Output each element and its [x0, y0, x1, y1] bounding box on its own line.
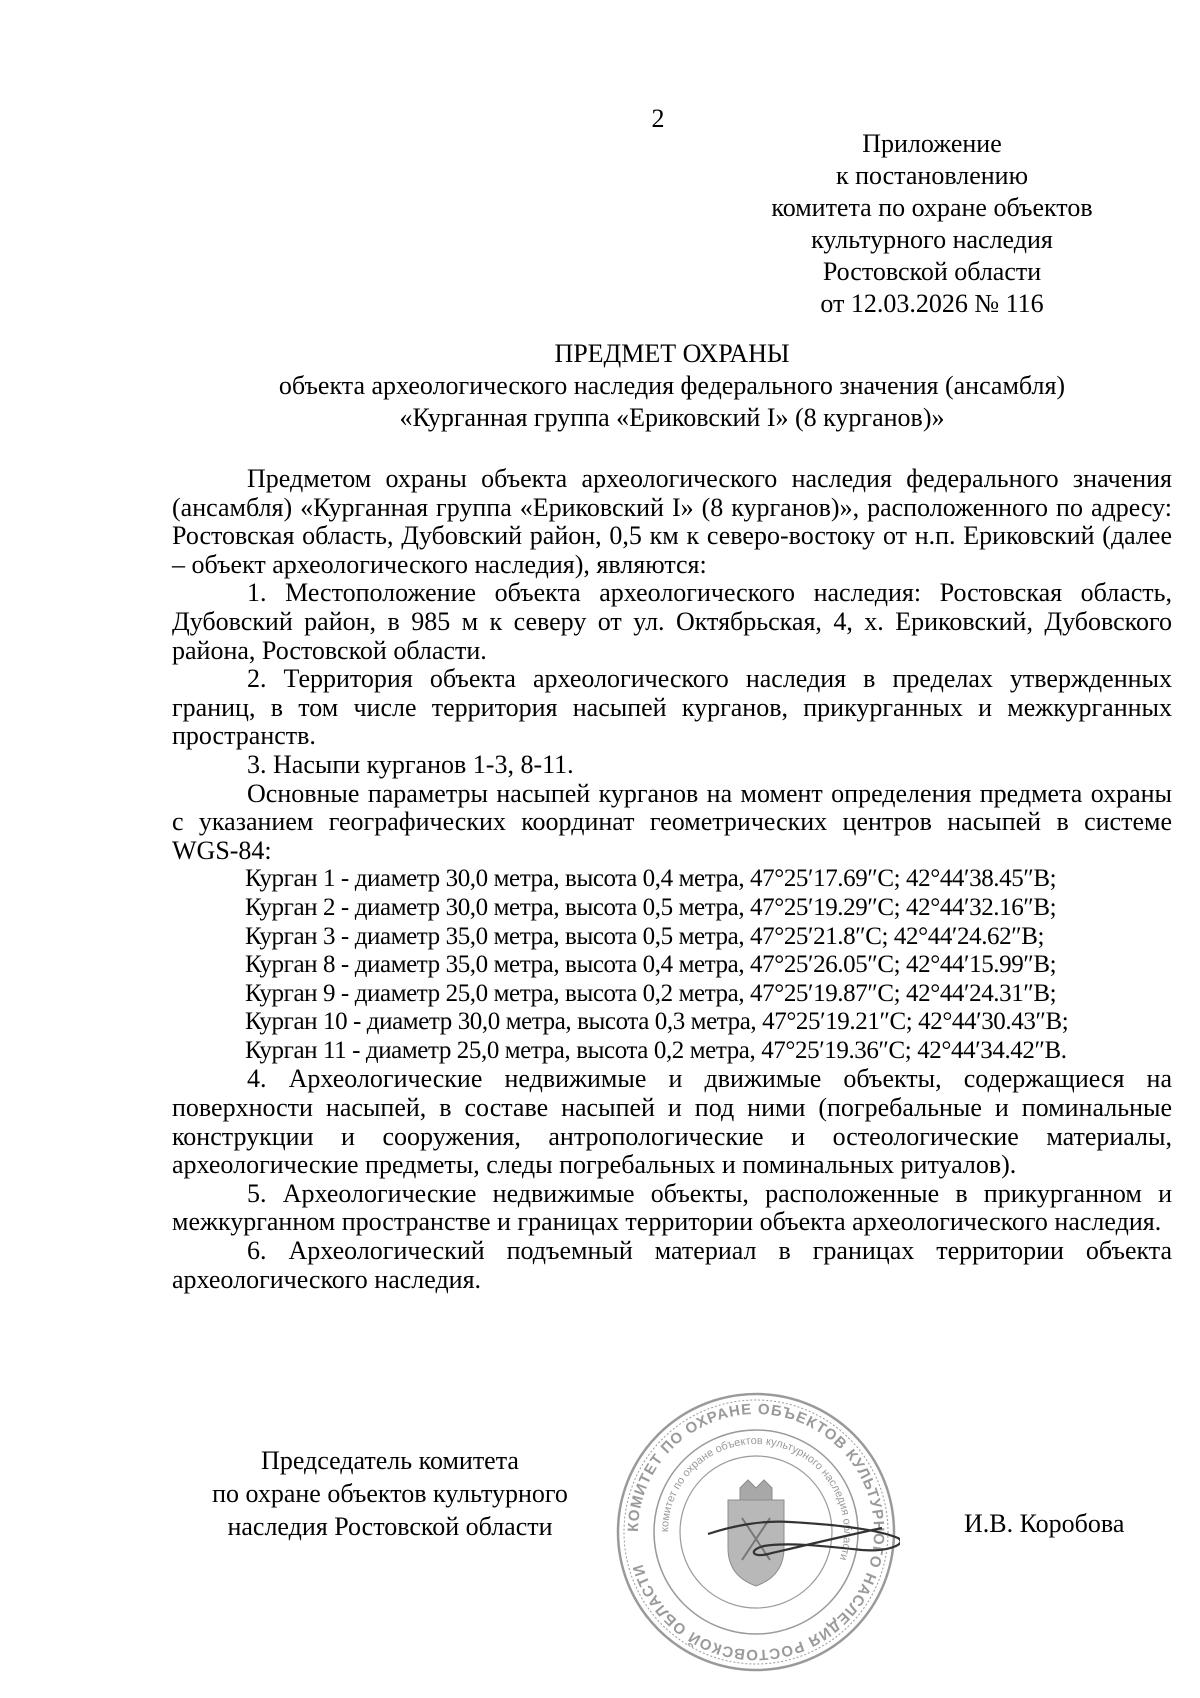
- kurgan-line: Курган 2 - диаметр 30,0 метра, высота 0,5 метра, 47°25′19.29″С; 42°44′32.16″В;: [245, 893, 1057, 921]
- signature-line: Председатель комитета: [261, 1446, 519, 1475]
- coat-of-arms-icon: [728, 1480, 784, 1586]
- document-title: [172, 338, 1172, 434]
- intro-paragraph: Предметом охраны объекта археологического наследия федерального значения (ансамбля) «Курганная группа «Ериковский I» (8 курганов)», расположенного по адресу: Ростовская область, Дубовский район, 0,5 км к северо-востоку от н.п. Ериковский (далее – объект археологического наследия), являются:: [172, 464, 1172, 579]
- title-heading: ПРЕДМЕТ ОХРАНЫ: [554, 339, 790, 368]
- item-immovable-objects: 5. Археологические недвижимые объекты, расположенные в прикурганном и межкурганном пространстве и границах территории объекта археологического наследия.: [172, 1178, 1172, 1237]
- item-territory: 2. Территория объекта археологического наследия в пределах утвержденных границ, в том числе территория насыпей курганов, прикурганных и межкурганных пространств.: [172, 664, 1172, 751]
- signature-line: по охране объектов культурного: [212, 1479, 568, 1508]
- appendix-line: комитета по охране объектов: [771, 193, 1093, 222]
- document-body: [172, 465, 1172, 1294]
- official-stamp: [612, 1388, 900, 1676]
- kurgan-line: Курган 9 - диаметр 25,0 метра, высота 0,2 метра, 47°25′19.87″С; 42°44′24.31″В;: [245, 979, 1057, 1007]
- item-mounds: 3. Насыпи курганов 1-3, 8-11.: [247, 749, 574, 779]
- appendix-line: Ростовской области: [822, 257, 1042, 286]
- page-number: 2: [651, 104, 665, 133]
- item-archaeological-objects: 4. Археологические недвижимые и движимые объекты, содержащиеся на поверхности насыпей, в составе насыпей и под ними (погребальные и поминальные конструкции и сооружения, антропологические и остеологические материалы, археологические предметы, следы погребальных и поминальных ритуалов).: [172, 1064, 1172, 1180]
- params-paragraph: Основные параметры насыпей курганов на момент определения предмета охраны с указанием географических координат геометрических центров насыпей в системе WGS-84:: [172, 778, 1172, 865]
- appendix-line: Приложение: [862, 129, 1002, 158]
- appendix-line: к постановлению: [835, 161, 1029, 190]
- kurgan-line: Курган 10 - диаметр 30,0 метра, высота 0,3 метра, 47°25′19.21″С; 42°44′30.43″В;: [245, 1008, 1069, 1036]
- title-line: объекта археологического наследия федерального значения (ансамбля): [278, 371, 1066, 400]
- kurgan-line: Курган 8 - диаметр 35,0 метра, высота 0,4 метра, 47°25′26.05″С; 42°44′15.99″В;: [245, 951, 1057, 979]
- appendix-block: [740, 128, 1124, 320]
- signature-line: наследия Ростовской области: [227, 1512, 553, 1541]
- signature-block: [160, 1444, 620, 1543]
- appendix-line: культурного наследия: [811, 225, 1053, 254]
- signer-name: И.В. Коробова: [964, 1509, 1125, 1538]
- title-line: «Курганная группа «Ериковский I» (8 курганов)»: [399, 403, 945, 432]
- kurgan-line: Курган 11 - диаметр 25,0 метра, высота 0,2 метра, 47°25′19.36″С; 42°44′34.42″В.: [245, 1036, 1067, 1064]
- kurgan-line: Курган 3 - диаметр 35,0 метра, высота 0,5 метра, 47°25′21.8″С; 42°44′24.62″В;: [245, 922, 1045, 950]
- appendix-line: от 12.03.2026 № 116: [820, 289, 1044, 318]
- kurgan-line: Курган 1 - диаметр 30,0 метра, высота 0,4 метра, 47°25′17.69″С; 42°44′38.45″В;: [245, 865, 1057, 893]
- item-location: 1. Местоположение объекта археологического наследия: Ростовская область, Дубовский район, в 985 м к северу от ул. Октябрьская, 4, х. Ериковский, Дубовского района, Ростовской области.: [172, 578, 1172, 665]
- stamp-inner-text: комитет по охране объектов культурного наследия области: [658, 1434, 854, 1562]
- item-surface-material: 6. Археологический подъемный материал в границах территории объекта археологического наследия.: [172, 1236, 1172, 1294]
- stamp-outer-text: КОМИТЕТ ПО ОХРАНЕ ОБЪЕКТОВ КУЛЬТУРНОГО НАСЛЕДИЯ РОСТОВСКОЙ ОБЛАСТИ: [624, 1400, 888, 1664]
